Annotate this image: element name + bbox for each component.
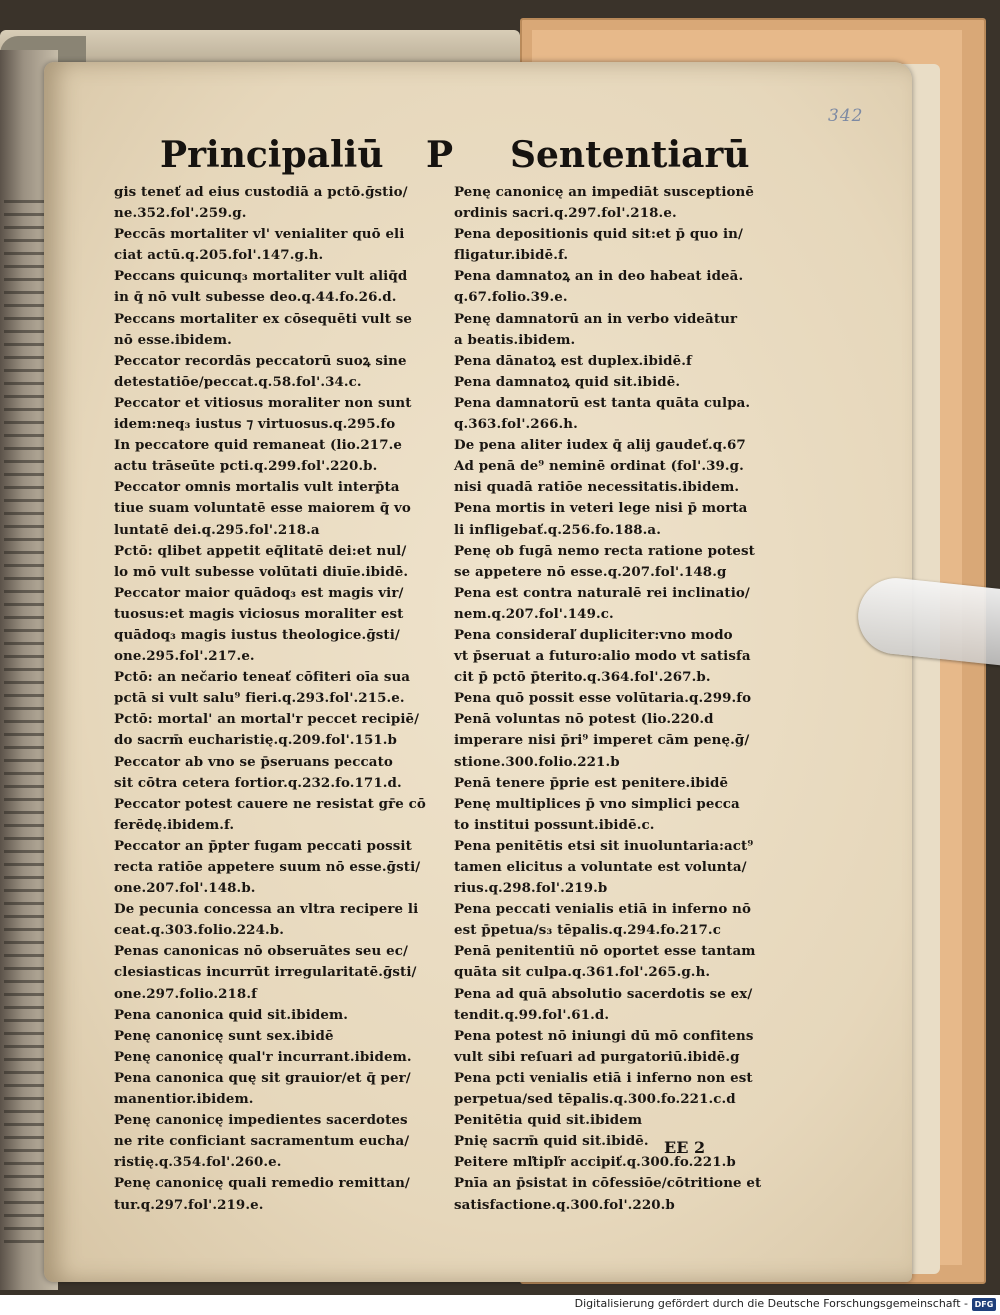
index-line: nō esse.ibidem.	[114, 331, 232, 348]
index-line: Penę canonicę an impediāt susceptionē	[454, 184, 754, 200]
index-line: Pena penitētis etsi sit inuoluntaria:act⁹	[454, 837, 754, 854]
index-line: Pctō: an nečario teneať cōfiteri oīa sua	[114, 669, 411, 686]
index-line: Ad penā de⁹ neminē ordinat (fol'.39.g.	[454, 458, 744, 475]
index-line: Pena ad quā absolutio sacerdotis se ex/	[454, 985, 753, 1002]
index-line: in q̄ nō vult subesse deo.q.44.fo.26.d.	[114, 289, 397, 306]
index-line: Pena canonica quę sit grauior/et q̄ per/	[114, 1069, 411, 1086]
index-line: a beatis.ibidem.	[454, 331, 576, 348]
index-line: est p̄petua/s₃ tēpalis.q.294.fo.217.c	[454, 922, 721, 939]
index-line: rius.q.298.fol'.219.b	[454, 880, 608, 897]
index-line: Peccans mortaliter ex cōsequēti vult se	[114, 310, 413, 327]
index-line: Penā penitentiū nō oportet esse tantam	[454, 943, 756, 960]
index-line: to institui possunt.ibidē.c.	[454, 816, 655, 833]
index-line: Peccator omnis mortalis vult interp̄ta	[114, 479, 400, 496]
index-line: clesiasticas incurrūt irregularitatē.ḡsti/	[114, 964, 417, 981]
footer-bar	[0, 1295, 1000, 1315]
index-line: Penę canonicę sunt sex.ibidē	[114, 1027, 334, 1044]
index-line: gis teneť ad eius custodiā a pctō.ḡstio/	[114, 184, 408, 200]
index-line: Penitētia quid sit.ibidem	[454, 1112, 643, 1129]
index-line: Pctō: qlibet appetit eq̄litatē dei:et nul/	[114, 542, 407, 559]
index-line: Penā voluntas nō potest (lio.220.d	[454, 711, 714, 728]
index-line: actu trāseūte pcti.q.299.fol'.220.b.	[114, 458, 378, 475]
index-line: tur.q.297.fol'.219.e.	[114, 1196, 264, 1213]
dfg-logo: DFG	[972, 1298, 996, 1311]
index-line: li infligebať.q.256.fo.188.a.	[454, 521, 661, 538]
index-line: imperare nisi p̄ri⁹ imperet cām penę.ḡ/	[454, 732, 750, 749]
index-line: Pena damnatoꝝ quid sit.ibidē.	[454, 373, 681, 390]
index-line: fligatur.ibidē.f.	[454, 247, 569, 264]
index-line: quādoq₃ magis iustus theologice.ḡsti/	[114, 626, 400, 643]
folio-number: 342	[828, 106, 864, 126]
index-line: Penę ob fugā nemo recta ratione potest	[454, 542, 755, 559]
index-line: q.363.fol'.266.h.	[454, 416, 578, 433]
index-line: lo mō vult subesse volūtati diuīe.ibidē.	[114, 563, 409, 580]
index-line: Pena depositionis quid sit:et p̄ quo in/	[454, 226, 743, 243]
index-line: sit cōtra cetera fortior.q.232.fo.171.d.	[114, 774, 402, 791]
index-line: Peccans quicunq₃ mortaliter vult aliq̄d	[114, 268, 408, 285]
index-line: Penę canonicę qual'r incurrant.ibidem.	[114, 1048, 412, 1065]
index-line: ferēdę.ibidem.f.	[114, 816, 235, 833]
index-line: Penā tenere p̄prie est penitere.ibidē	[454, 774, 729, 791]
index-line: ne.352.fol'.259.g.	[114, 205, 247, 222]
index-line: Peccator recordās peccatorū suoꝝ sine	[114, 352, 407, 369]
index-line: Peccator potest cauere ne resistat gr̄e cō	[114, 795, 426, 812]
index-line: cit p̄ pctō p̄terito.q.364.fol'.267.b.	[454, 669, 711, 686]
index-line: satisfactione.q.300.fol'.220.b	[454, 1196, 675, 1213]
index-line: perpetua/sed tēpalis.q.300.fo.221.c.d	[454, 1091, 736, 1108]
index-line: nem.q.207.fol'.149.c.	[454, 605, 614, 622]
index-line: recta ratiōe appetere suum nō esse.ḡsti/	[114, 859, 421, 875]
index-line: luntatē dei.q.295.fol'.218.a	[114, 521, 320, 538]
index-line: Penę canonicę quali remedio remittan/	[114, 1175, 410, 1192]
index-line: one.295.fol'.217.e.	[114, 648, 255, 665]
index-line: Pena dānatoꝝ est duplex.ibidē.f	[454, 352, 692, 369]
footer-credit: Digitalisierung gefördert durch die Deutsche Forschungsgemeinschaft -	[574, 1297, 968, 1310]
header-word-2: Sententiarū	[510, 134, 750, 176]
index-line: tendit.q.99.fol'.61.d.	[454, 1006, 610, 1023]
index-line: Pena peccati venialis etiā in inferno nō	[454, 901, 752, 918]
index-line: Pena canonica quid sit.ibidem.	[114, 1006, 349, 1023]
index-line: do sacrm̄ eucharistię.q.209.fol'.151.b	[114, 732, 398, 749]
header-mark: P	[426, 134, 454, 176]
index-line: Peccator et vitiosus moraliter non sunt	[114, 394, 412, 411]
index-line: tamen elicitus a voluntate est volunta/	[454, 859, 747, 875]
index-line: vult sibi reſuari ad purgatoriū.ibidē.g	[454, 1048, 740, 1065]
index-line: pctā si vult salu⁹ fieri.q.293.fol'.215.e.	[114, 690, 405, 707]
running-header	[160, 134, 750, 180]
index-line: Pctō: mortal' an mortal'r peccet recipiē/	[114, 711, 420, 728]
index-line: quāta sit culpa.q.361.fol'.265.g.h.	[454, 964, 711, 981]
index-line: Pena mortis in veteri lege nisi p̄ morta	[454, 500, 748, 517]
index-line: tiue suam voluntatē esse maiorem q̄ vo	[114, 500, 411, 517]
index-line: se appetere nō esse.q.207.fol'.148.g	[454, 563, 727, 580]
index-line: tuosus:et magis viciosus moraliter est	[114, 605, 404, 622]
index-line: ciat actū.q.205.fol'.147.g.h.	[114, 247, 324, 264]
index-line: Peccās mortaliter vl' venialiter quō eli	[114, 226, 405, 243]
index-line: Peitere mľtipľr accipiť.q.300.fo.221.b	[454, 1154, 736, 1171]
index-line: vt p̄seruat a futuro:alio modo vt satisfa	[454, 648, 751, 665]
index-line: ceat.q.303.folio.224.b.	[114, 922, 284, 939]
index-line: Penę multiplices p̄ vno simplici pecca	[454, 795, 740, 812]
index-line: Pena damnatorū est tanta quāta culpa.	[454, 394, 751, 411]
index-line: one.297.folio.218.f	[114, 985, 257, 1002]
index-line: Pena quō possit esse volūtaria.q.299.fo	[454, 690, 752, 707]
index-line: Peccator ab vno se p̄seruans peccato	[114, 753, 393, 770]
index-line: manentior.ibidem.	[114, 1091, 254, 1108]
index-line: Peccator maior quādoq₃ est magis vir/	[114, 584, 404, 601]
index-line: Peccator an p̄pter fugam peccati possit	[114, 837, 412, 854]
index-line: In peccatore quid remaneat (lio.217.e	[114, 437, 402, 454]
index-line: Pena damnatoꝝ an in deo habeat ideā.	[454, 268, 744, 285]
index-line: Penę damnatorū an in verbo videātur	[454, 310, 738, 327]
index-line: ristię.q.354.fol'.260.e.	[114, 1154, 282, 1171]
index-line: Pena pcti venialis etiā i inferno non est	[454, 1069, 753, 1086]
index-line: Penas canonicas nō obseruātes seu ec/	[114, 943, 408, 960]
index-line: nisi quadā ratiōe necessitatis.ibidem.	[454, 479, 740, 496]
index-line: De pena aliter iudex q̄ alij gaudeť.q.67	[454, 437, 746, 454]
index-line: Pena consideraľ dupliciter:vno modo	[454, 626, 733, 643]
index-line: q.67.folio.39.e.	[454, 289, 568, 306]
index-line: one.207.fol'.148.b.	[114, 880, 256, 897]
index-line: Pena est contra naturalē rei inclinatio/	[454, 584, 750, 601]
index-line: Penę canonicę impedientes sacerdotes	[114, 1112, 408, 1129]
index-line: detestatiōe/peccat.q.58.fol'.34.c.	[114, 373, 362, 390]
index-line: Pnię sacrm̄ quid sit.ibidē.	[454, 1133, 649, 1150]
index-line: stione.300.folio.221.b	[454, 753, 620, 770]
right-column	[454, 182, 800, 1216]
index-line: Pena potest nō iniungi dū mō confitens	[454, 1027, 754, 1044]
index-line: ne rite conficiant sacramentum eucha/	[114, 1133, 410, 1150]
index-line: Pnīa an p̄sistat in cōfessiōe/cōtritione et	[454, 1175, 762, 1192]
header-word-1: Principaliū	[160, 134, 384, 176]
index-line: idem:neq₃ iustus ⁊ virtuosus.q.295.fo	[114, 416, 396, 433]
index-line: De pecunia concessa an vltra recipere li	[114, 901, 419, 918]
left-column	[114, 182, 460, 1216]
catchword: EE 2	[664, 1138, 706, 1157]
index-line: ordinis sacri.q.297.fol'.218.e.	[454, 205, 677, 222]
